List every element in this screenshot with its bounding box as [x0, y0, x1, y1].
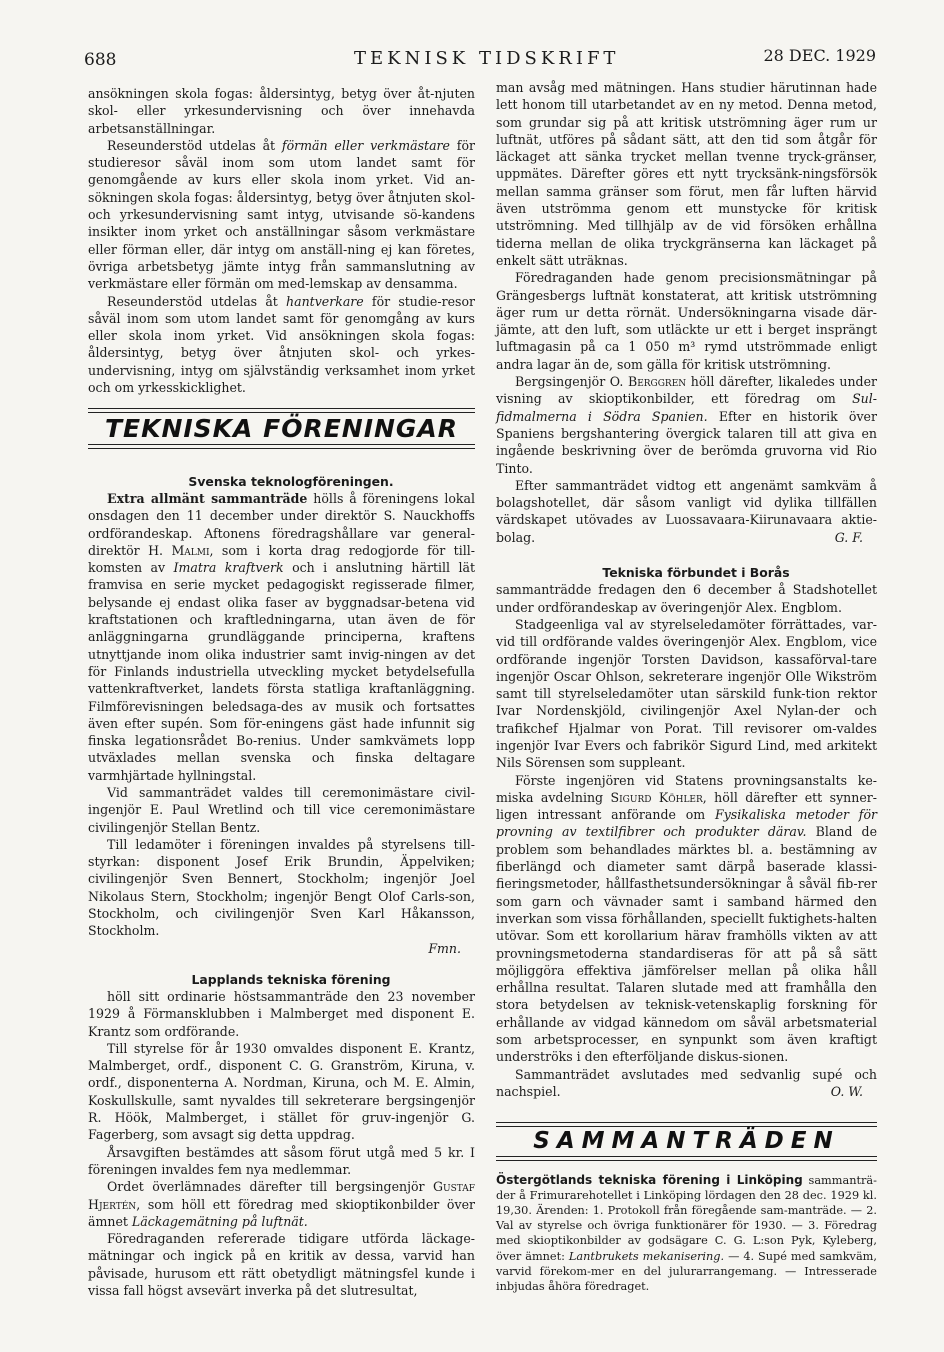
signature: Fmn. — [428, 940, 461, 956]
paragraph: Reseunderstöd utdelas åt förmän eller verkmästare för studieresor såväl inom som utom landet samt för genomgående av kurs eller skola inom yrket. Vid an-sökningen skola fogas: åldersintyg, betyg över åtnjuten skol- och yrkesundervisning samt intyg, utvisande sö-kandens insikter inom yrket och anställningar såsom verkmästare eller förman eller, där intyg om anställ-ning ej kan företes, övriga arbetsbetyg jämte intyg från sammanslutning av verkmästare eller förmän om med-lemskap av densamma. — [88, 137, 476, 292]
paragraph: Reseunderstöd utdelas åt hantverkare för studie-resor såväl inom som utom landet samt för genomgång av kurs eller skola inom yrket. Vid ansökningen skola fogas: åldersintyg, betyg över åtnjuten skol- och yrkes-undervisning, intyg om självständig verksamhet inom yrket och om yrkesskicklighet. — [88, 293, 475, 396]
paragraph: Ordet överlämnades därefter till bergsingenjör Gustaf Hjertén, som höll ett föredrag med skioptikonbilder över ämnet Läckagemätning på luftnät. — [88, 1179, 475, 1229]
page-number: 688 — [84, 50, 117, 70]
paragraph: Vid sammanträdet valdes till ceremonimästare civil-ingenjör E. Paul Wretlind och till vice ceremonimästare civilingenjör Stellan Bentz. — [88, 784, 475, 835]
article-heading: Svenska teknologföreningen. — [188, 473, 394, 489]
section-banner-sammantraden — [496, 1122, 877, 1160]
double-rule — [496, 1122, 877, 1127]
paragraph: Stadgeenliga val av styrelseledamöter förrättades, var-vid till ordförande valdes överingenjör Alex. Engblom, vice ordförande ingenjör Torsten Davidson, kassaförval-tare ingenjör Oscar Ohlson, sekreterare ingenjör Olle Wikström samt till styrelseledamöter utan särskild funk-tion rektor Ivar Nordenskjöld, civilingenjör Axel Nylan-der och trafikchef Hjalmar von Porat. Till revisorer om-valdes ingenjör Ivar Evers och fabrikör Sigurd Lind, med arkitekt Nils Sörensen som suppleant. — [496, 616, 877, 771]
paragraph: Extra allmänt sammanträde hölls å föreningens lokal onsdagen den 11 december under direktör S. Nauckhoffs ordförandeskap. Aftonens föredragshållare var general-direktör H. Malmi, som i korta drag redogjorde för till-komsten av Imatra kraftverk och i anslutning härtill lät framvisa en serie mycket pedagogiskt regisserade filmer, belysande ej endast olika faser av byggnadsar-betena vid kraftstationen och kraftledningarna, utan även de för anläggningarna grundläggande principerna, kraftens utnyttjande inom olika industrier samt invig-ningen av det för Finlands industriella utveckling mycket betydelsefulla vattenkraftverket, landets första statliga kraftanläggning. Filmförevisningen beledsaga-des av musik och fortsattes även efter supén. Som för-eningens gäst hade infunnit sig finska legationsrådet Bo-renius. Under samkvämets lopp utväxlades mellan svenska och finska deltagare varmhjärtade hyllningstal. — [88, 490, 476, 783]
paragraph: höll sitt ordinarie höstsammanträde den 23 november 1929 å Förmansklubben i Malmberget med disponent E. Krantz som ordförande. — [88, 988, 475, 1039]
paragraph: Årsavgiften bestämdes att såsom förut utgå med 5 kr. I föreningen invaldes fem nya medlemmar. — [88, 1144, 475, 1177]
left-column — [88, 85, 475, 1299]
paragraph: man avsåg med mätningen. Hans studier härutinnan hade lett honom till utarbetandet av en ny metod. Denna metod, som grundar sig på att kritisk utströmning äger rum ur luftnät, utföres på sådant sätt, att den tid som åtgår för läckaget att sänka trycket mellan tvenne tryck-gränser, uppmätes. Därefter göres ett nytt trycksänk-ningsförsök mellan samma gränser som förut, men får luften härvid även utströmma genom ett munstycke för kritisk utströmning. Med tillhjälp av de vid försöken erhållna tiderna mellan de olika tryckgränserna kan läckaget på enkelt sätt uträknas. — [496, 80, 877, 268]
paragraph: Östergötlands tekniska förening i Linköping sammanträ-der å Frimurarehotellet i Linköping lördagen den 28 dec. 1929 kl. 19,30. Ärenden: 1. Protokoll från föregående sam-manträde. — 2. Val av styrelse och övriga funktionärer för 1930. — 3. Föredrag med skioptikonbilder av godsägare C. G. L:son Pyk, Kyleberg, över ämnet: Lantbrukets mekanisering. — 4. Supé med samkväm, varvid förekom-mer en del julurarrangemang. — Intresserade inbjudas åhöra föredraget. — [496, 1172, 877, 1293]
page-header — [84, 44, 876, 78]
paragraph: Till ledamöter i föreningen invaldes på styrelsens till-styrkan: disponent Josef Erik Brundin, Äppelviken; civilingenjör Sven Bennert, Stockholm; ingenjör Joel Nikolaus Stern, Stockholm; ingenjör Bengt Olof Carls-son, Stockholm, och civilingenjör Sven Karl Håkansson, Stockholm. — [88, 836, 475, 939]
paragraph: Föredraganden refererade tidigare utförda läckage-mätningar och ingick på en kritik av dessa, varvid han påvisade, hurusom ett rätt obetydligt mätningsfel kunde i vissa fall högst avsevärt inverka på det slutresultat, — [88, 1231, 475, 1298]
paragraph: Sammanträdet avslutades med sedvanlig supé och nachspiel. O. W. — [496, 1066, 877, 1099]
signature: G. F. — [834, 529, 863, 545]
paragraph: Förste ingenjören vid Statens provningsanstalts ke-miska avdelning Sigurd Köhler, höll därefter ett synner-ligen intressant anförande om Fysikaliska metoder för provning av textilfibrer och produkter därav. Bland de problem som behandlades märktes bl. a. bestämning av fiberlängd och diameter samt därpå baserade klassi-fieringsmetoder, hållfasthetsundersökningar å såväl fib-rer som garn och vävnader samt i samband härmed den inverkan som vissa förhållanden, speciellt fuktighets-halten utövar. Som ett korollarium härav framhölls vikten av att provningsmetoderna standardiseras för att på så sätt möjliggöra effektiva jämförelser mellan på olika håll erhållna resultat. Talaren slutade med att framhålla den stora betydelsen av teknisk-vetenskaplig forskning för erhållande av vidgad kännedom om såväl arbetsmaterial som arbetsprocesser, en synpunkt som även kraftigt underströks i den efterföljande diskus-sionen. — [496, 772, 878, 1065]
paragraph: sammanträdde fredagen den 6 december å Stadshotellet under ordförandeskap av överingenjör Alex. Engblom. — [496, 582, 877, 615]
article-heading: Tekniska förbundet i Borås — [602, 565, 790, 581]
paragraph: Föredraganden hade genom precisionsmätningar på Grängesbergs luftnät konstaterat, att kritisk utströmning äger rum ur detta rörnät. Undersökningarna visade där-jämte, att den luft, som utläckte ur ett i berget insprängt luftmagasin på ca 1 050 m³ rymd utströmmade enligt andra lagar än de, som gälla för kritisk utströmning. — [496, 270, 877, 372]
paragraph: ansökningen skola fogas: åldersintyg, betyg över åt-njuten skol- eller yrkesundervisning och över innehavda arbetsanställningar. — [88, 86, 475, 136]
section-title: TEKNISKA FÖRENINGAR — [104, 414, 459, 444]
meeting-notice — [496, 1173, 877, 1295]
right-column — [496, 79, 877, 1294]
journal-title: TEKNISK TIDSKRIFT — [354, 48, 620, 69]
article-heading: Lapplands tekniska förening — [191, 971, 391, 987]
issue-date: 28 DEC. 1929 — [763, 46, 876, 65]
signature: O. W. — [830, 1083, 863, 1099]
section-banner-foreningar — [88, 408, 475, 448]
paragraph: Bergsingenjör O. Berggren höll därefter, likaledes under visning av skioptikonbilder, ett föredrag om Sul-fidmalmerna i Södra Spanien. Efter en historik över Spaniens bergshantering övergick talaren till att giva en ingående beskrivning över de berömda gruvorna vid Rio Tinto. — [496, 374, 877, 476]
double-rule — [496, 1156, 877, 1161]
paragraph: Till styrelse för år 1930 omvaldes disponent E. Krantz, Malmberget, ordf., disponent C. G. Granström, Kiruna, v. ordf., disponenterna A. Nordman, Kiruna, och M. E. Almin, Koskullskulle, samt nyvaldes till sekreterare bergsingenjör R. Höök, Malmberget, i stället för gruv-ingenjör G. Fagerberg, som avsagt sig detta uppdrag. — [88, 1040, 475, 1143]
double-rule — [88, 408, 475, 413]
section-title: SAMMANTRÄDEN — [533, 1128, 840, 1155]
paragraph: Efter sammanträdet vidtog ett angenämt samkväm å bolagshotellet, där såsom vanligt vid dylika tillfällen värdskapet utövades av Luossavaara-Kiirunavaara aktie-bolag. G. F. — [496, 477, 877, 545]
